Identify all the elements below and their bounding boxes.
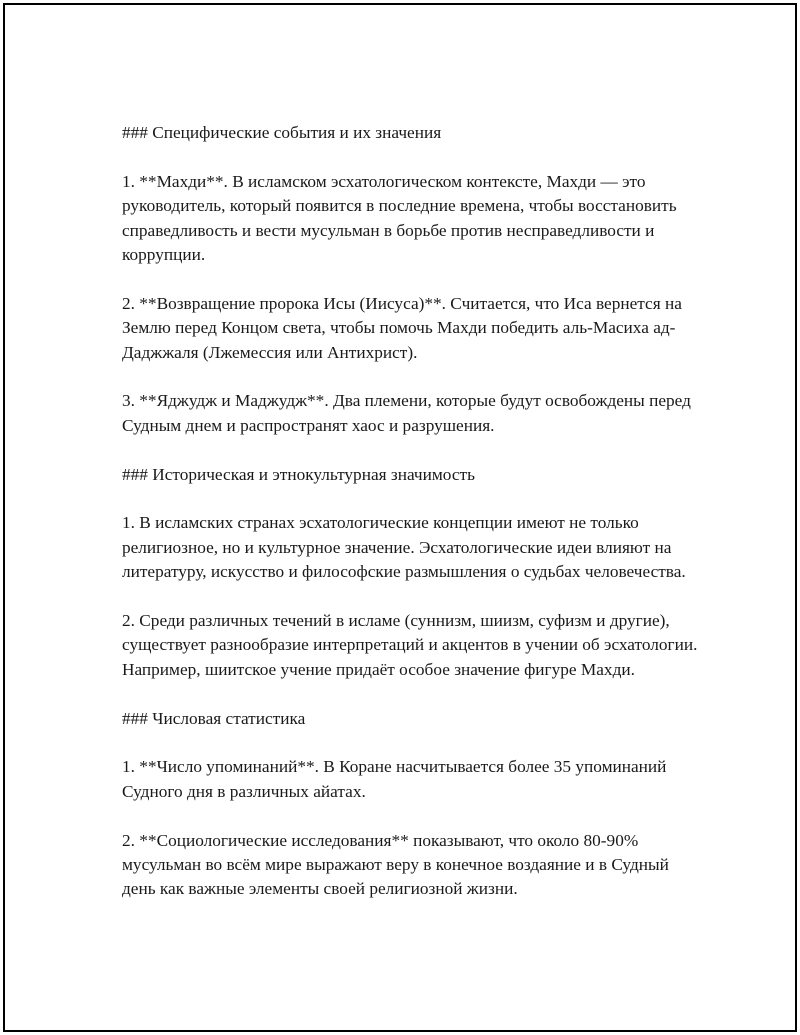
section-heading-specific-events: ### Специфические события и их значения (122, 123, 442, 142)
document-body (122, 121, 702, 902)
paragraph-isa-return: 2. **Возвращение пророка Исы (Иисуса)**. Считается, что Иса вернется на Землю перед Концом света, чтобы помочь Махди победить аль-Масиха ад-Даджжаля (Лжемессия или Антихрист). (122, 293, 682, 362)
paragraph-mahdi: 1. **Махди**. В исламском эсхатологическом контексте, Махди — это руководитель, который появится в последние времена, чтобы восстановить справедливость и вести мусульман в борьбе против несправедливости и коррупции. (122, 171, 677, 265)
paragraph-mentions-count: 1. **Число упоминаний**. В Коране насчитывается более 35 упоминаний Судного дня в различных айатах. (122, 757, 667, 801)
paragraph-interpretations: 2. Среди различных течений в исламе (суннизм, шиизм, суфизм и другие), существует разнообразие интерпретаций и акцентов в учении об эсхатологии. Например, шиитское учение придаёт особое значение фигуре Махди. (122, 611, 698, 679)
paragraph-sociological-research: 2. **Социологические исследования** показывают, что около 80-90% мусульман во всём мире выражают веру в конечное воздаяние и в Судный день как важные элементы своей религиозной жизни. (122, 830, 669, 899)
section-heading-statistics: ### Числовая статистика (122, 708, 306, 728)
paragraph-yajuj-majuj: 3. **Яджудж и Маджудж**. Два племени, которые будут освобождены перед Судным днем и распространят хаос и разрушения. (122, 391, 691, 435)
paragraph-cultural-meaning: 1. В исламских странах эсхатологические концепции имеют не только религиозное, но и культурное значение. Эсхатологические идеи влияют на литературу, искусство и философские размышления о судьбах человечества. (122, 513, 686, 582)
section-heading-historical-significance: ### Историческая и этнокультурная значимость (122, 464, 475, 484)
document-page (3, 3, 797, 1032)
